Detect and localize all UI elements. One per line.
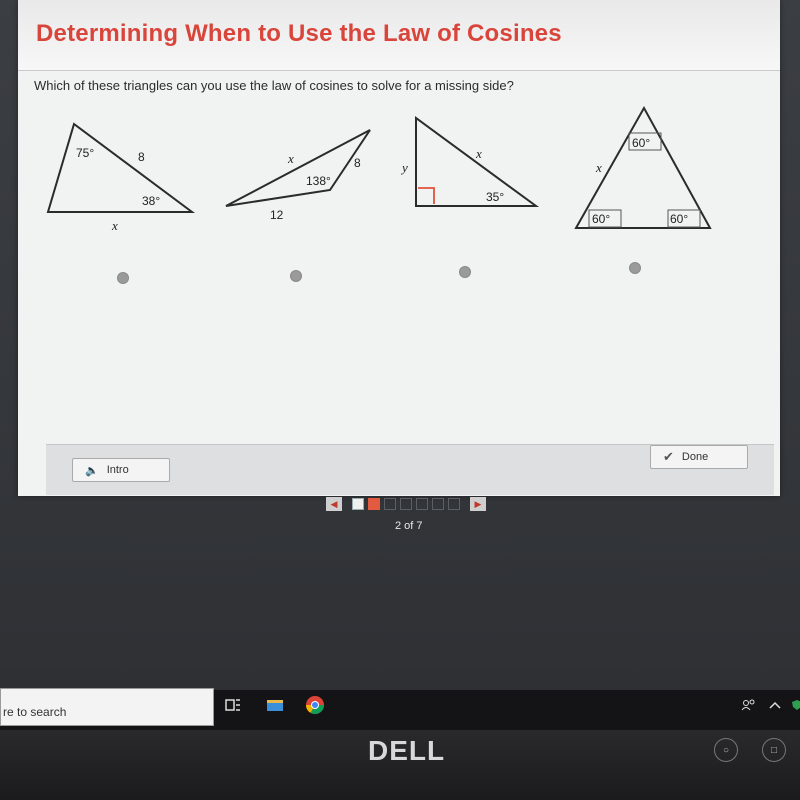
pager: [320, 496, 492, 512]
prev-page-button[interactable]: ◀: [326, 497, 342, 511]
checkmark-icon: ✔: [663, 449, 674, 464]
speaker-icon: 🔈: [85, 464, 99, 477]
done-button[interactable]: [650, 445, 748, 469]
task-view-icon[interactable]: [222, 694, 244, 716]
page-box-7[interactable]: [448, 498, 460, 510]
triangle-4-angle-top: 60°: [632, 136, 651, 150]
taskbar-search-box[interactable]: [0, 688, 214, 726]
triangle-3-angle: 35°: [486, 190, 505, 204]
chrome-icon[interactable]: [304, 694, 326, 716]
file-explorer-icon[interactable]: [264, 694, 286, 716]
question-text: Which of these triangles can you use the law of cosines to solve for a missing side?: [34, 78, 514, 93]
chevron-up-icon[interactable]: [764, 694, 786, 716]
triangle-4: [576, 108, 710, 228]
triangle-4-angle-right: 60°: [670, 212, 689, 226]
people-icon[interactable]: [738, 694, 760, 716]
monitor-brand-logo: DELL: [368, 735, 446, 766]
intro-button[interactable]: [72, 458, 170, 482]
option-radio-4[interactable]: [629, 262, 641, 274]
page-box-3[interactable]: [384, 498, 396, 510]
page-box-5[interactable]: [416, 498, 428, 510]
security-shield-icon[interactable]: [786, 694, 800, 716]
triangle-1-side-bottom: x: [112, 218, 118, 233]
option-radio-3[interactable]: [459, 266, 471, 278]
triangle-4-side-left: x: [596, 160, 602, 175]
page-box-6[interactable]: [432, 498, 444, 510]
intro-label: Intro: [106, 464, 129, 476]
search-placeholder: re to search: [3, 705, 67, 719]
monitor-input-button-icon[interactable]: ○: [714, 738, 738, 762]
triangle-1: [48, 124, 192, 233]
triangle-4-angle-left: 60°: [592, 212, 611, 226]
page-title: Determining When to Use the Law of Cosines: [36, 20, 562, 47]
triangle-3-side-left: y: [402, 160, 408, 175]
triangle-1-angle-top: 75°: [76, 146, 95, 160]
triangle-3: [400, 118, 536, 206]
triangle-2-side-top: x: [288, 151, 294, 166]
triangle-1-side-right: 8: [138, 150, 145, 164]
triangle-3-side-hyp: x: [476, 146, 482, 161]
done-label: Done: [681, 451, 709, 463]
option-radio-1[interactable]: [117, 272, 129, 284]
triangle-2-side-right: 8: [354, 156, 361, 170]
page-box-2[interactable]: [368, 498, 380, 510]
page-box-4[interactable]: [400, 498, 412, 510]
page-count: 2 of 7: [395, 520, 423, 532]
option-radio-2[interactable]: [290, 270, 302, 282]
page-box-1[interactable]: [352, 498, 364, 510]
triangle-2-side-bottom: 12: [270, 208, 284, 222]
monitor-menu-button-icon[interactable]: □: [762, 738, 786, 762]
triangle-figures: [40, 100, 730, 250]
triangle-2: [226, 130, 370, 222]
triangle-2-angle: 138°: [306, 174, 331, 188]
next-page-button[interactable]: ▶: [470, 497, 486, 511]
triangle-1-angle-right: 38°: [142, 194, 161, 208]
